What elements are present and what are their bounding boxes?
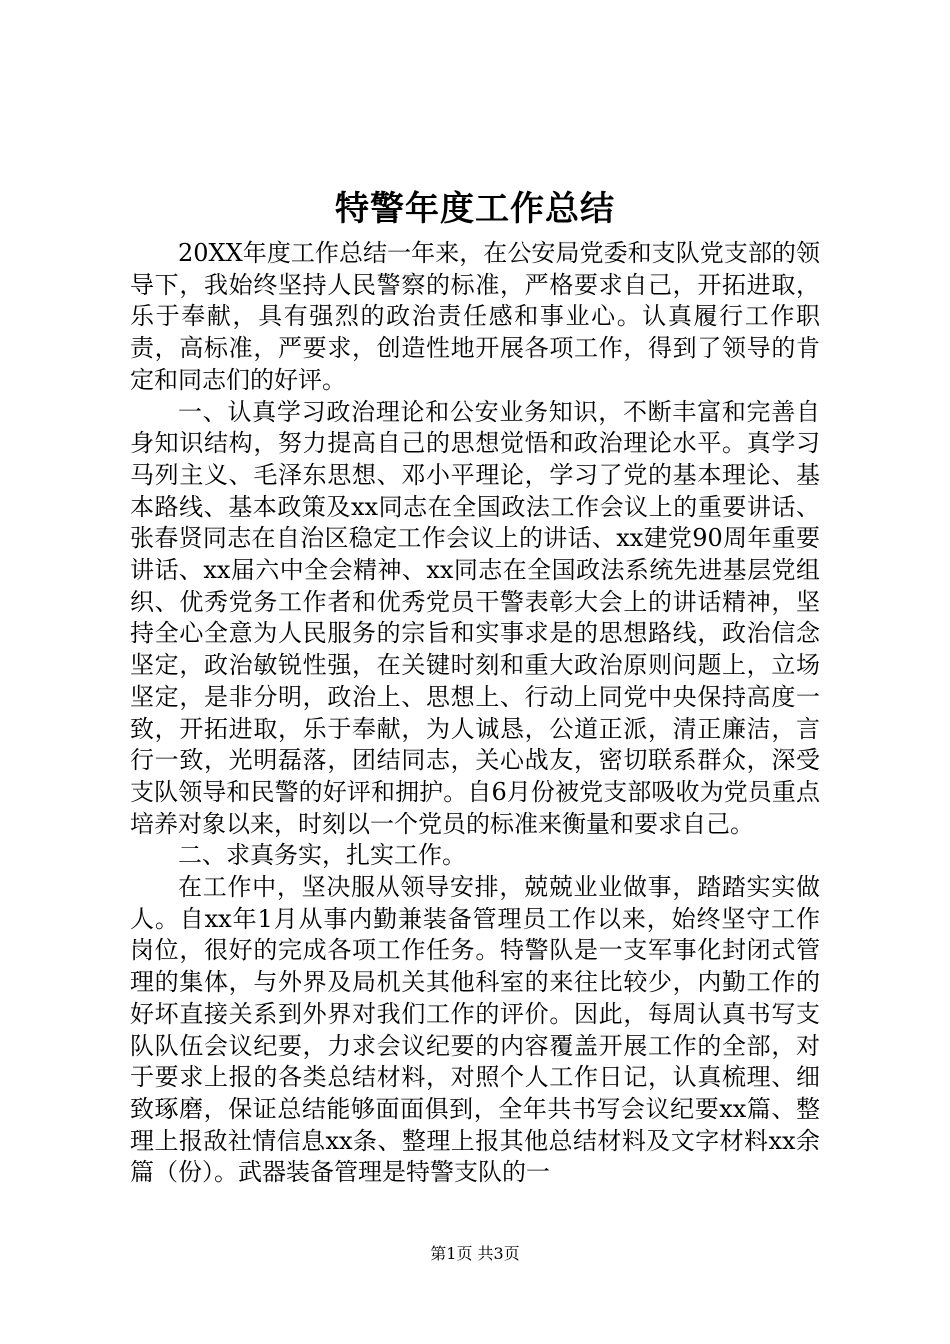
paragraph-section-one: 一、认真学习政治理论和公安业务知识，不断丰富和完善自身知识结构，努力提高自己的思想觉悟和政治理论水平。真学习马列主义、毛泽东思想、邓小平理论，学习了党的基本理论、基本路线、基本政策及xx同志在全国政法工作会议上的重要讲话、张春贤同志在自治区稳定工作会议上的讲话、xx建党90周年重要讲话、xx届六中全会精神、xx同志在全国政法系统先进基层党组织、优秀党务工作者和优秀党员干警表彰大会上的讲话精神，坚持全心全意为人民服务的宗旨和实事求是的思想路线，政治信念坚定，政治敏锐性强，在关键时刻和重大政治原则问题上，立场坚定，是非分明，政治上、思想上、行动上同党中央保持高度一致，开拓进取，乐于奉献，为人诚恳，公道正派，清正廉洁，言行一致，光明磊落，团结同志，关心战友，密切联系群众，深受支队领导和民警的好评和拥护。自6月份被党支部吸收为党员重点培养对象以来，时刻以一个党员的标准来衡量和要求自己。	[130, 397, 820, 838]
paragraph-section-two-heading: 二、求真务实，扎实工作。	[178, 841, 466, 870]
paragraph-intro: 20XX年度工作总结一年来，在公安局党委和支队党支部的领导下，我始终坚持人民警察的标准，严格要求自己，开拓进取，乐于奉献，具有强烈的政治责任感和事业心。认真履行工作职责，高标准，严要求，创造性地开展各项工作，得到了领导的肯定和同志们的好评。	[130, 239, 820, 394]
document-title: 特警年度工作总结	[335, 189, 615, 229]
paragraph-section-two-body: 在工作中，坚决服从领导安排，兢兢业业做事，踏踏实实做人。自xx年1月从事内勤兼装备管理员工作以来，始终坚守工作岗位，很好的完成各项工作任务。特警队是一支军事化封闭式管理的集体，与外界及局机关其他科室的来往比较少，内勤工作的好坏直接关系到外界对我们工作的评价。因此，每周认真书写支队队伍会议纪要，力求会议纪要的内容覆盖开展工作的全部，对于要求上报的各类总结材料，对照个人工作日记，认真梳理、细致琢磨，保证总结能够面面俱到，全年共书写会议纪要xx篇、整理上报敌社情信息xx条、整理上报其他总结材料及文字材料xx余篇（份）。武器装备管理是特警支队的一	[130, 873, 820, 1187]
page-number-footer: 第1页 共3页	[430, 1244, 520, 1263]
document-body	[130, 238, 820, 1189]
